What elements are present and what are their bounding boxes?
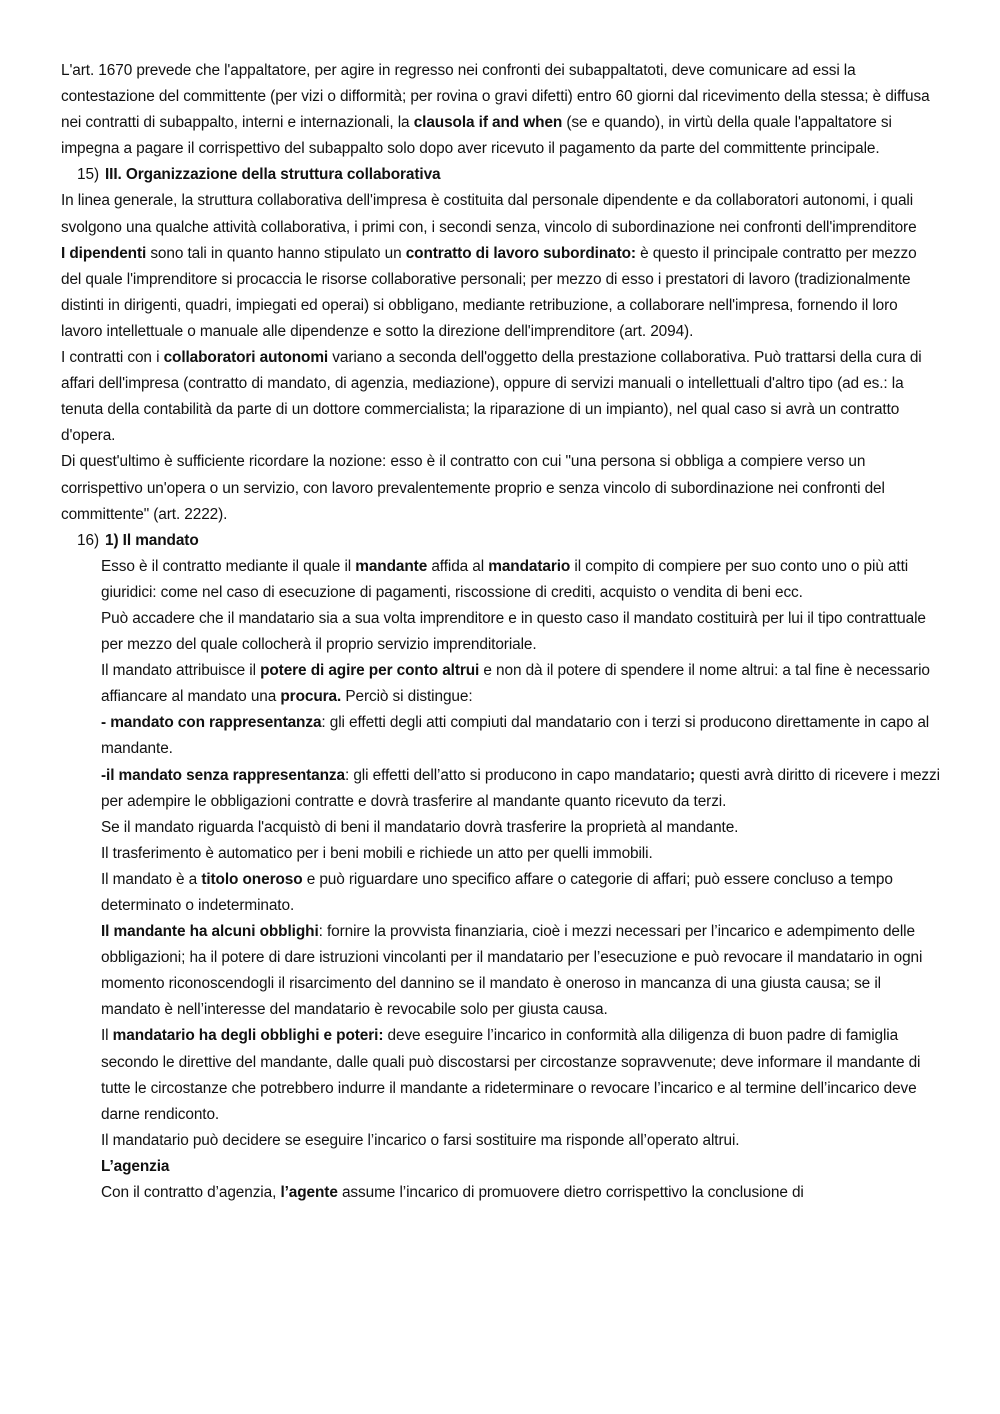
bold-term: I dipendenti [61,244,147,262]
bold-term: -il mandato senza rappresentanza [101,766,345,784]
text: (se e quando), in virtù della quale l'appaltatore si impegna a pagare il corrispettivo del subappalto solo dopo aver ricevuto il pagamento da parte del committente principale. [61,114,892,158]
bold-term: potere di agire per conto altrui [260,662,480,680]
paragraph-potere-agire [101,658,940,710]
text: sono tali in quanto hanno stipulato un [146,244,406,262]
paragraph-agenzia [101,1180,940,1206]
text: variano a seconda dell'oggetto della prestazione collaborativa. Può trattarsi della cura di affari dell'impresa (contratto di mandato, di agenzia, mediazione), oppure di servizi manuali o intellettuali d'altro tipo (ad es.: la tenuta della contabilità da parte di un dottore commercialista; la riparazione di un impianto), nel qual caso si avrà un contratto d'opera. [61,349,922,445]
heading-15 [61,162,940,188]
text: Perciò si distingue: [341,688,473,706]
text: Il [101,1027,113,1045]
text: : fornire la provvista finanziaria, cioè i mezzi necessari per l’incarico e adempimento delle obbligazioni; ha il potere di dare istruzioni vincolanti per il mandatario per l’esecuzione e può revocare il mandatario in ogni momento riconoscendogli il risarcimento del dannino se il mandato è oneroso in mancanza di una giusta causa; se il mandato è nell’interesse del mandatario è revocabile solo per giusta causa. [101,923,923,1019]
text: Esso è il contratto mediante il quale il [101,557,356,575]
paragraph-sostituzione: Il mandatario può decidere se eseguire l’incarico o farsi sostituire ma risponde all’operato altrui. [101,1131,740,1149]
bold-term: collaboratori autonomi [163,349,329,367]
text: : gli effetti degli atti compiuti dal mandatario con i terzi si producono direttamente in capo al mandante. [101,714,930,758]
heading-title: 1) Il mandato [105,531,199,549]
text: questi avrà diritto di ricevere i mezzi per adempire le obbligazioni contratte e dovrà trasferire al mandante quanto ricevuto da terzi. [101,766,940,810]
paragraph-senza-rappresentanza [101,763,940,815]
bold-term: mandatario [488,557,571,575]
bold-term: ; [689,766,696,784]
paragraph-mandato-definizione [101,554,940,606]
bold-term: procura. [280,688,342,706]
list-number: 15) [77,166,99,184]
paragraph-mandatario-imprenditore: Può accadere che il mandatario sia a sua volta imprenditore e in questo caso il mandato costituirà per lui il tipo contrattuale per mezzo del quale collocherà il proprio servizio imprenditoriale. [101,609,926,654]
heading-title: III. Organizzazione della struttura collaborativa [105,166,441,184]
paragraph-titolo-oneroso [101,867,940,919]
text: e non dà il potere di spendere il nome altrui: a tal fine è necessario affiancare al mandato una [101,662,930,706]
text: Il mandato è a [101,870,202,888]
mandato-section [61,554,940,1206]
bold-term: titolo oneroso [201,870,303,888]
paragraph-contratto-opera: Di quest'ultimo è sufficiente ricordare la nozione: esso è il contratto con cui "una persona si obbliga a compiere verso un corrispettivo un'opera o un servizio, con lavoro prevalentemente proprio e senza vincolo di subordinazione nei confronti del committente" (art. 2222). [61,453,885,523]
text: : gli effetti dell’atto si producono in capo mandatario [344,766,690,784]
bold-term: mandante [355,557,428,575]
text: il compito di compiere per suo conto uno o più atti giuridici: come nel caso di esecuzione di pagamenti, riscossione di crediti, acquisto o vendita di beni ecc. [101,557,909,601]
paragraph-con-rappresentanza [101,710,940,762]
paragraph-obblighi-mandatario [101,1023,940,1127]
paragraph-dipendenti [61,241,940,345]
text: assume l’incarico di promuovere dietro corrispettivo la conclusione di [337,1184,804,1202]
paragraph-art-1670 [61,58,940,162]
bold-term: contratto di lavoro subordinato: [405,244,636,262]
list-number: 16) [77,531,99,549]
text: deve eseguire l’incarico in conformità alla diligenza di buon padre di famiglia secondo le direttive del mandante, dalle quali può discostarsi per circostanze sopravvenute; deve informare il mandante di tutte le circostanze che potrebbero indurre il mandante a rideterminare o revocare l’incarico e al termine dell’incarico deve darne rendiconto. [101,1027,921,1123]
heading-16 [61,528,940,554]
text: è questo il principale contratto per mezzo del quale l'imprenditore si procaccia le risorse collaborative personali; per mezzo di esso i prestatori di lavoro (tradizionalmente distinti in dirigenti, quadri, impiegati ed operai) si obbligano, mediante retribuzione, a collaborare nell'impresa, fornendo il loro lavoro intellettuale o manuale alle dipendenze e sotto la direzione dell'imprenditore (art. 2094). [61,244,917,340]
bold-term: - mandato con rappresentanza [101,714,322,732]
heading-agenzia [101,1154,940,1180]
bold-term: Il mandante ha alcuni obblighi [101,923,319,941]
paragraph-obblighi-mandante [101,919,940,1023]
text: Con il contratto d’agenzia, [101,1184,281,1202]
text: I contratti con i [61,349,164,367]
text: affida al [427,557,489,575]
bold-term: l’agente [280,1184,338,1202]
text: L'art. 1670 prevede che l'appaltatore, per agire in regresso nei confronti dei subappaltatoti, deve comunicare ad essi la contestazione del committente (per vizi o difformità; per rovina o gravi difetti) entro 60 giorni dal ricevimento della stessa; è diffusa nei contratti di subappalto, interni e internazionali, la [61,62,930,132]
paragraph-acquisto-beni: Se il mandato riguarda l'acquistò di beni il mandatario dovrà trasferire la proprietà al mandante. [101,818,739,836]
bold-term: clausola if and when [413,114,563,132]
text: e può riguardare uno specifico affare o categorie di affari; può essere concluso a tempo determinato o indeterminato. [101,870,893,914]
paragraph-trasferimento: Il trasferimento è automatico per i beni mobili e richiede un atto per quelli immobili. [101,844,653,862]
paragraph-struttura-generale: In linea generale, la struttura collaborativa dell'impresa è costituita dal personale dipendente e da collaboratori autonomi, i quali svolgono una qualche attività collaborativa, i primi con, i secondi senza, vincolo di subordinazione nei confronti dell'imprenditore [61,192,917,236]
text: Il mandato attribuisce il [101,662,261,680]
heading-title: L’agenzia [101,1157,170,1175]
paragraph-collaboratori-autonomi [61,345,940,449]
bold-term: mandatario ha degli obblighi e poteri: [112,1027,384,1045]
